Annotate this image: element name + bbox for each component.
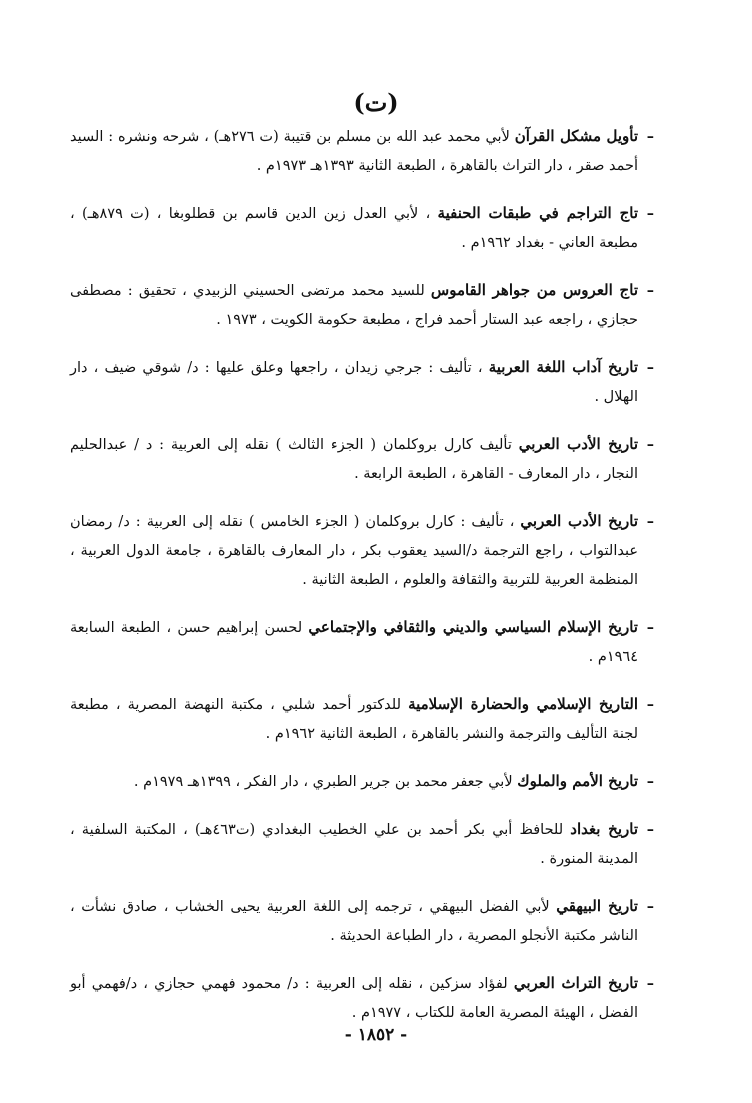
bibliography-entry (70, 122, 652, 181)
entry-title: تاريخ الأدب العربي (520, 512, 638, 530)
entry-details: للدكتور أحمد شلبي ، مكتبة النهضة المصرية ، مطبعة لجنة التأليف والترجمة والنشر بالقاهرة ، الطبعة الثانية ١٩٦٢م . (70, 697, 638, 742)
section-heading: (ت) (353, 88, 399, 117)
bibliography-entry (70, 276, 652, 335)
entry-details: لفؤاد سزكين ، نقله إلى العربية : د/ محمود فهمي حجازي ، د/فهمي أبو الفضل ، الهيئة المصرية العامة للكتاب ، ١٩٧٧م . (70, 976, 638, 1021)
entry-title: تاريخ آداب اللغة العربية (488, 358, 639, 376)
bibliography-entry (70, 507, 652, 595)
bibliography-entry (70, 690, 652, 749)
bibliography-entry (70, 430, 652, 489)
entry-dash: – (646, 436, 654, 453)
bibliography-entry (70, 199, 652, 258)
bibliography-entry (70, 767, 652, 797)
bibliography-entry (70, 613, 652, 672)
entry-details: ، تأليف : جرجي زيدان ، راجعها وعلق عليها : د/ شوقي ضيف ، دار الهلال . (70, 360, 638, 405)
entry-title: تاريخ بغداد (570, 820, 638, 838)
entry-dash: – (646, 359, 654, 376)
entry-details: ، تأليف : كارل بروكلمان ( الجزء الخامس ) نقله إلى العربية : د/ رمضان عبدالتواب ، راجع الترجمة د/السيد يعقوب بكر ، دار المعارف بالقاهرة ، جامعة الدول العربية ، المنظمة العربية للتربية والثقافة والعلوم ، الطبعة الثانية . (70, 514, 638, 588)
bibliography-entry (70, 969, 652, 1028)
entry-title: تأويل مشكل القرآن (514, 127, 638, 145)
entry-dash: – (646, 821, 654, 838)
entry-title: تاريخ البيهقي (556, 897, 638, 915)
entry-details: للحافظ أبي بكر أحمد بن علي الخطيب البغدادي (ت٤٦٣هـ) ، المكتبة السلفية ، المدينة المنورة . (70, 822, 638, 867)
entry-dash: – (646, 128, 654, 145)
entry-dash: – (646, 898, 654, 915)
entry-dash: – (646, 619, 654, 636)
entry-title: تاريخ الأمم والملوك (517, 772, 638, 790)
entry-details: لأبي جعفر محمد بن جرير الطبري ، دار الفكر ، ١٣٩٩هـ ١٩٧٩م . (133, 774, 518, 790)
bibliography-list (70, 122, 652, 1046)
entry-dash: – (646, 205, 654, 222)
entry-details: لحسن إبراهيم حسن ، الطبعة السابعة ١٩٦٤م . (70, 620, 638, 665)
entry-title: تاريخ التراث العربي (513, 974, 638, 992)
entry-title: التاريخ الإسلامي والحضارة الإسلامية (408, 695, 638, 713)
entry-details: لأبي محمد عبد الله بن مسلم بن قتيبة (ت ٢٧٦هـ) ، شرحه ونشره : السيد أحمد صقر ، دار التراث بالقاهرة ، الطبعة الثانية ١٣٩٣هـ ١٩٧٣م . (70, 129, 638, 174)
entry-title: تاج العروس من جواهر القاموس (430, 281, 638, 299)
entry-dash: – (646, 282, 654, 299)
page-number: - ١٨٥٢ - (344, 1025, 408, 1045)
entry-dash: – (646, 696, 654, 713)
entry-details: لأبي الفضل البيهقي ، ترجمه إلى اللغة العربية يحيى الخشاب ، صادق نشأت ، الناشر مكتبة الأنجلو المصرية ، دار الطباعة الحديثة . (70, 899, 638, 944)
bibliography-entry (70, 815, 652, 874)
entry-title: تاريخ الإسلام السياسي والديني والثقافي والإجتماعي (308, 618, 638, 636)
entry-details: للسيد محمد مرتضى الحسيني الزبيدي ، تحقيق : مصطفى حجازي ، راجعه عبد الستار أحمد فراج ، مطبعة حكومة الكويت ، ١٩٧٣ . (70, 283, 638, 328)
entry-dash: – (646, 513, 654, 530)
entry-dash: – (646, 773, 654, 790)
entry-details: تأليف كارل بروكلمان ( الجزء الثالث ) نقله إلى العربية : د / عبدالحليم النجار ، دار المعارف - القاهرة ، الطبعة الرابعة . (70, 437, 638, 482)
entry-details: ، لأبي العدل زين الدين قاسم بن قطلوبغا ، (ت ٨٧٩هـ) ، مطبعة العاني - بغداد ١٩٦٢م . (70, 206, 638, 251)
bibliography-entry (70, 353, 652, 412)
entry-dash: – (646, 975, 654, 992)
entry-title: تاريخ الأدب العربي (518, 435, 638, 453)
entry-title: تاج التراجم في طبقات الحنفية (437, 204, 639, 222)
bibliography-entry (70, 892, 652, 951)
